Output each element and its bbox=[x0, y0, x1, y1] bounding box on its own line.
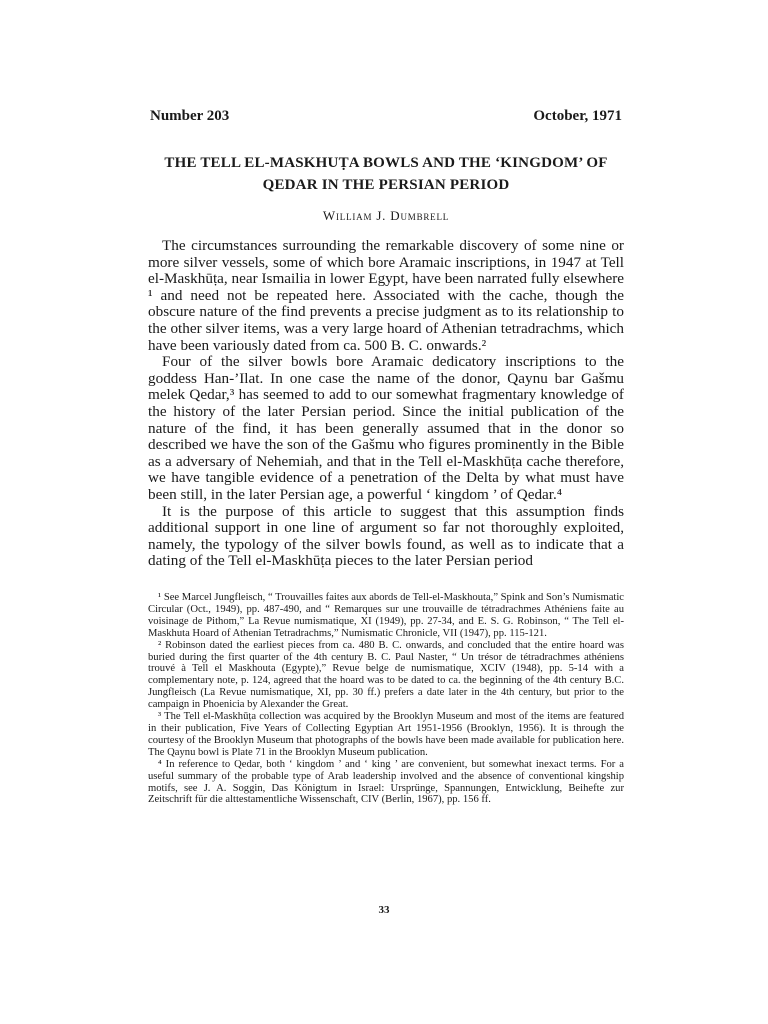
footnotes bbox=[148, 592, 624, 806]
page-number: 33 bbox=[378, 904, 390, 916]
footnote: ³ The Tell el-Maskhūṭa collection was acquired by the Brooklyn Museum and most of the items are featured in their publication, Five Years of Collecting Egyptian Art 1951-1956 (Brooklyn, 1956). It is through the courtesy of the Brooklyn Museum that photographs of the bowls have been made available for publication here. The Qaynu bowl is Plate 71 in the Brooklyn Museum publication. bbox=[148, 711, 624, 758]
article-author: William J. Dumbrell bbox=[322, 208, 450, 223]
body-paragraph: It is the purpose of this article to suggest that this assumption finds additional support in one line of argument so far not thoroughly exploited, namely, the typology of the silver bowls found, as well as to indicate that a dating of the Tell el-Maskhūṭa pieces to the later Persian period bbox=[148, 502, 624, 570]
body-paragraph: The circumstances surrounding the remarkable discovery of some nine or more silver vessels, some of which bore Aramaic inscriptions, in 1947 at Tell el-Maskhūṭa, near Ismailia in lower Egypt, have been narrated fully elsewhere ¹ and need not be repeated here. Associated with the cache, though the obscure nature of the find prevents a precise judgment as to its relationship to the other silver items, was a very large hoard of Athenian tetradrachms, which have been variously dated from ca. 500 B. C. onwards.² bbox=[148, 237, 624, 354]
issue-number: Number 203 bbox=[150, 108, 230, 124]
footnote: ¹ See Marcel Jungfleisch, “ Trouvailles faites aux abords de Tell-el-Maskhouta,” Spink and Son’s Numismatic Circular (Oct., 1949), pp. 487-490, and “ Remarques sur une trouvaille de tétradrachmes Athéniens faite au voisinage de Pithom,” La Revue numismatique, XI (1949), pp. 27-34, and E. S. G. Robinson, “ The Tell el-Maskhuta Hoard of Athenian Tetradrachms,” Numismatic Chronicle, VII (1947), pp. 115-121. bbox=[148, 592, 624, 639]
footnote: ² Robinson dated the earliest pieces from ca. 480 B. C. onwards, and concluded that the entire hoard was buried during the first quarter of the 4th century B. C. Paul Naster, “ Un trésor de tétradrachmes athéniens trouvé à Tell el Maskhouta (Egypte),” Revue belge de numismatique, XCIV (1948), pp. 5-14 with a complementary note, p. 124, agreed that the hoard was to be dated to ca. the beginning of the 4th century B.C. Jungfleisch (La Revue numismatique, XI, pp. 30 ff.) prefers a date later in the 4th century, but prior to the campaign in Phoenicia by Alexander the Great. bbox=[148, 639, 624, 711]
running-header bbox=[150, 108, 622, 125]
article-body bbox=[148, 238, 624, 570]
issue-date: October, 1971 bbox=[533, 108, 622, 124]
footnote: ⁴ In reference to Qedar, both ‘ kingdom ’ and ‘ king ’ are convenient, but somewhat inexact terms. For a useful summary of the probable type of Arab leadership involved and the absence of conventional kingship motifs, see J. A. Soggin, Das Königtum in Israel: Ursprünge, Spannungen, Entwicklung, Beihefte zur Zeitschrift für die alttestamentliche Wissenschaft, CIV (Berlin, 1967), pp. 156 ff. bbox=[148, 758, 624, 806]
body-paragraph: Four of the silver bowls bore Aramaic dedicatory inscriptions to the goddess Han-’Ilat. In one case the name of the donor, Qaynu bar Gašmu melek Qedar,³ has seemed to add to our somewhat fragmentary knowledge of the history of the later Persian period. Since the initial publication of the nature of the find, it has been generally assumed that in the donor so described we have the son of the Gašmu who figures prominently in the Bible as a adversary of Nehemiah, and that in the Tell el-Maskhūṭa cache therefore, we have tangible evidence of a penetration of the Delta by what must have been still, in the later Persian age, a powerful ‘ kingdom ’ of Qedar.⁴ bbox=[148, 353, 624, 503]
article-title: THE TELL EL-MASKHUṬA BOWLS AND THE ‘KINGDOM’ OF QEDAR IN THE PERSIAN PERIOD bbox=[164, 155, 608, 193]
